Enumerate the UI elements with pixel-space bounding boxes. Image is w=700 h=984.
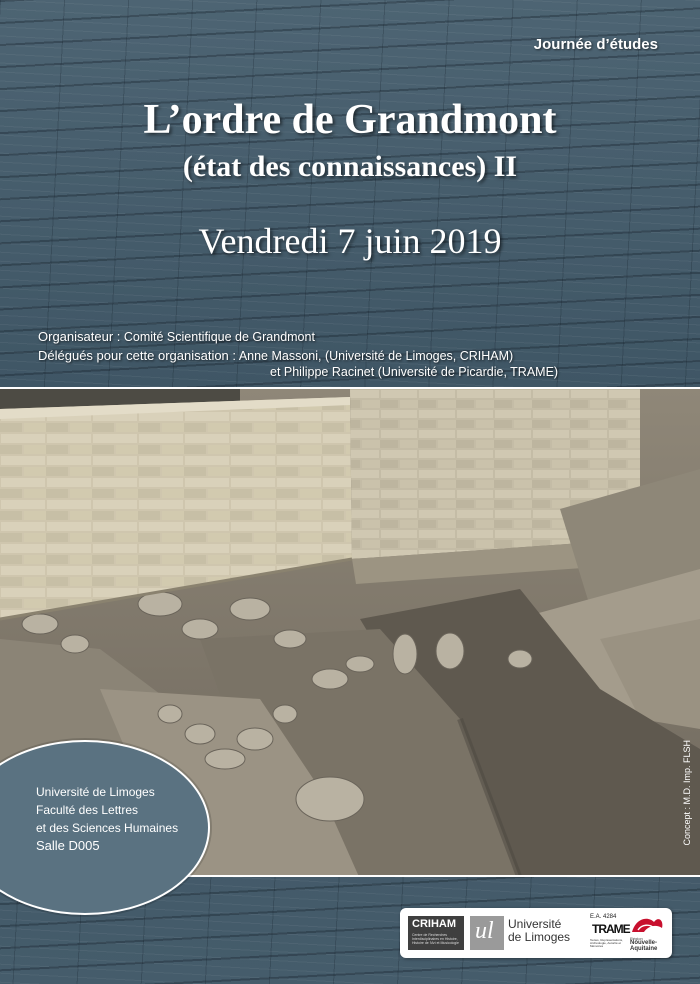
universite-limoges-logo-text — [508, 918, 570, 944]
organizer-value: Comité Scientifique de Grandmont — [123, 330, 315, 344]
criham-logo-name: CRIHAM — [412, 918, 456, 930]
subtitle: (état des connaissances) II — [182, 150, 518, 183]
venue-line-3: et des Sciences Humaines — [36, 821, 179, 835]
event-date: Vendredi 7 juin 2019 — [198, 221, 502, 261]
ul-line-1: Université — [508, 917, 562, 931]
trame-full-name: Textes, Représentations, Archéologie, Autorité et Mémoires — [590, 938, 624, 948]
delegates-line — [38, 348, 513, 363]
trame-mark: TRAME — [592, 922, 630, 936]
venue-room: Salle D005 — [36, 838, 100, 853]
main-title: L’ordre de Grandmont — [143, 97, 557, 143]
criham-logo — [408, 916, 464, 950]
design-credit-text: Concept : M.D. Imp. FLSH — [682, 740, 692, 846]
design-credit — [682, 740, 692, 846]
delegates-label: Délégués pour cette organisation : — [38, 348, 237, 363]
venue-text — [36, 783, 178, 855]
ul-line-2: de Limoges — [508, 930, 571, 944]
event-type: Journée d’études — [533, 36, 658, 53]
venue-line-1: Université de Limoges — [36, 785, 155, 799]
ul-monogram: ul — [475, 918, 494, 944]
region-name-2: Aquitaine — [630, 946, 658, 952]
region-name — [630, 940, 657, 952]
criham-logo-subtitle: Centre de Recherches Interdisciplinaires en Histoire, Histoire de l'Art et Musicologie — [412, 933, 459, 945]
nouvelle-aquitaine-logo — [628, 914, 668, 952]
trame-ea-number: E.A. 4284 — [590, 914, 617, 920]
region-emblem-icon — [628, 914, 668, 936]
delegate-1: Anne Massoni, (Université de Limoges, CRIHAM) — [238, 349, 514, 363]
region-name-1: Nouvelle- — [630, 940, 658, 946]
organizer-line — [38, 329, 315, 344]
trame-logo — [590, 914, 630, 952]
organizer-label: Organisateur : — [38, 329, 121, 344]
partner-logos — [400, 908, 672, 958]
universite-limoges-logo-mark — [470, 916, 504, 950]
region-label: Région — [630, 936, 643, 941]
venue-line-2: Faculté des Lettres — [36, 803, 139, 817]
delegate-2: et Philippe Racinet (Université de Picardie, TRAME) — [270, 365, 559, 379]
